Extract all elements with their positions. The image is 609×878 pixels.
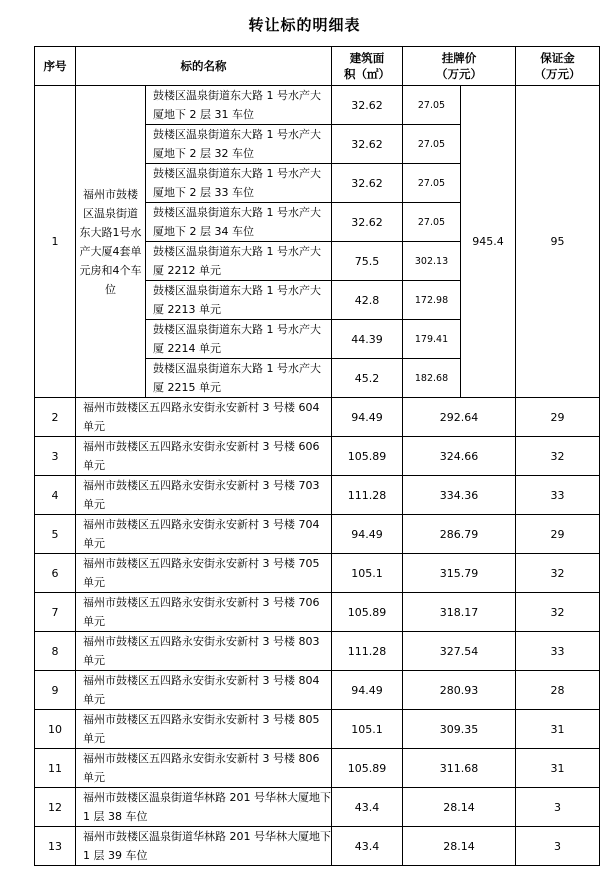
table-row bbox=[35, 554, 600, 593]
row-seq: 3 bbox=[35, 437, 76, 476]
table-row bbox=[35, 827, 600, 866]
sub-item-name: 鼓楼区温泉街道东大路 1 号水产大厦地下 2 层 33 车位 bbox=[146, 164, 332, 203]
sub-item-area: 42.8 bbox=[332, 281, 403, 320]
row-price: 286.79 bbox=[403, 515, 516, 554]
table-row bbox=[35, 515, 600, 554]
row-seq: 5 bbox=[35, 515, 76, 554]
sub-item-area: 32.62 bbox=[332, 125, 403, 164]
sub-item-area: 32.62 bbox=[332, 86, 403, 125]
sub-item-area: 45.2 bbox=[332, 359, 403, 398]
table-row bbox=[35, 86, 600, 125]
row-area: 105.1 bbox=[332, 710, 403, 749]
table-header-row bbox=[35, 47, 600, 86]
row-seq: 7 bbox=[35, 593, 76, 632]
table-row bbox=[35, 710, 600, 749]
header-deposit-line2: （万元） bbox=[534, 67, 581, 81]
header-area-line1: 建筑面 bbox=[349, 51, 385, 65]
sub-item-name: 鼓楼区温泉街道东大路 1 号水产大厦地下 2 层 34 车位 bbox=[146, 203, 332, 242]
row-name: 福州市鼓楼区五四路永安街永安新村 3 号楼 804 单元 bbox=[76, 671, 332, 710]
table-row bbox=[35, 788, 600, 827]
row-area: 94.49 bbox=[332, 671, 403, 710]
group-seq-cell: 1 bbox=[35, 86, 76, 398]
row-deposit: 33 bbox=[516, 632, 600, 671]
header-price-line1: 挂牌价 bbox=[441, 51, 477, 65]
row-seq: 10 bbox=[35, 710, 76, 749]
sub-item-name: 鼓楼区温泉街道东大路 1 号水产大厦 2214 单元 bbox=[146, 320, 332, 359]
row-deposit: 32 bbox=[516, 437, 600, 476]
sub-item-area: 44.39 bbox=[332, 320, 403, 359]
sub-item-area: 75.5 bbox=[332, 242, 403, 281]
row-deposit: 3 bbox=[516, 788, 600, 827]
sub-item-price: 27.05 bbox=[403, 164, 461, 203]
row-name: 福州市鼓楼区五四路永安街永安新村 3 号楼 606 单元 bbox=[76, 437, 332, 476]
sub-item-price: 27.05 bbox=[403, 203, 461, 242]
table-row bbox=[35, 671, 600, 710]
document-title: 转让标的明细表 bbox=[248, 16, 361, 34]
row-name: 福州市鼓楼区五四路永安街永安新村 3 号楼 806 单元 bbox=[76, 749, 332, 788]
sub-item-name: 鼓楼区温泉街道东大路 1 号水产大厦地下 2 层 31 车位 bbox=[146, 86, 332, 125]
header-seq: 序号 bbox=[35, 47, 76, 86]
row-area: 105.89 bbox=[332, 593, 403, 632]
row-price: 318.17 bbox=[403, 593, 516, 632]
header-deposit bbox=[516, 47, 600, 86]
row-deposit: 3 bbox=[516, 827, 600, 866]
sub-item-name: 鼓楼区温泉街道东大路 1 号水产大厦 2212 单元 bbox=[146, 242, 332, 281]
row-name: 福州市鼓楼区温泉街道华林路 201 号华林大厦地下 1 层 38 车位 bbox=[76, 788, 332, 827]
sub-item-price: 302.13 bbox=[403, 242, 461, 281]
sub-item-area: 32.62 bbox=[332, 203, 403, 242]
header-name: 标的名称 bbox=[76, 47, 332, 86]
row-area: 94.49 bbox=[332, 398, 403, 437]
row-deposit: 31 bbox=[516, 749, 600, 788]
row-deposit: 32 bbox=[516, 554, 600, 593]
row-deposit: 31 bbox=[516, 710, 600, 749]
row-area: 105.1 bbox=[332, 554, 403, 593]
row-name: 福州市鼓楼区五四路永安街永安新村 3 号楼 705 单元 bbox=[76, 554, 332, 593]
row-price: 327.54 bbox=[403, 632, 516, 671]
table-row bbox=[35, 632, 600, 671]
sub-item-name: 鼓楼区温泉街道东大路 1 号水产大厦 2215 单元 bbox=[146, 359, 332, 398]
row-area: 111.28 bbox=[332, 476, 403, 515]
row-price: 315.79 bbox=[403, 554, 516, 593]
group-deposit-cell: 95 bbox=[516, 86, 600, 398]
sub-item-area: 32.62 bbox=[332, 164, 403, 203]
row-deposit: 29 bbox=[516, 398, 600, 437]
row-price: 311.68 bbox=[403, 749, 516, 788]
row-name: 福州市鼓楼区五四路永安街永安新村 3 号楼 706 单元 bbox=[76, 593, 332, 632]
sub-item-price: 179.41 bbox=[403, 320, 461, 359]
row-seq: 8 bbox=[35, 632, 76, 671]
header-area-line2: 积（㎡） bbox=[344, 67, 390, 81]
group-total-price-cell: 945.4 bbox=[461, 86, 516, 398]
row-deposit: 28 bbox=[516, 671, 600, 710]
sub-item-price: 27.05 bbox=[403, 125, 461, 164]
row-seq: 2 bbox=[35, 398, 76, 437]
row-area: 43.4 bbox=[332, 827, 403, 866]
row-name: 福州市鼓楼区五四路永安街永安新村 3 号楼 803 单元 bbox=[76, 632, 332, 671]
header-price-line2: （万元） bbox=[436, 67, 482, 81]
row-area: 105.89 bbox=[332, 749, 403, 788]
row-seq: 12 bbox=[35, 788, 76, 827]
row-price: 28.14 bbox=[403, 788, 516, 827]
header-area bbox=[332, 47, 403, 86]
row-name: 福州市鼓楼区五四路永安街永安新村 3 号楼 703 单元 bbox=[76, 476, 332, 515]
row-area: 43.4 bbox=[332, 788, 403, 827]
row-area: 94.49 bbox=[332, 515, 403, 554]
row-area: 105.89 bbox=[332, 437, 403, 476]
table-row bbox=[35, 476, 600, 515]
row-name: 福州市鼓楼区五四路永安街永安新村 3 号楼 604 单元 bbox=[76, 398, 332, 437]
row-seq: 11 bbox=[35, 749, 76, 788]
row-name: 福州市鼓楼区五四路永安街永安新村 3 号楼 805 单元 bbox=[76, 710, 332, 749]
simple-rows bbox=[35, 398, 600, 866]
sub-item-price: 172.98 bbox=[403, 281, 461, 320]
row-price: 292.64 bbox=[403, 398, 516, 437]
row-price: 334.36 bbox=[403, 476, 516, 515]
row-seq: 9 bbox=[35, 671, 76, 710]
row-area: 111.28 bbox=[332, 632, 403, 671]
row-seq: 13 bbox=[35, 827, 76, 866]
sub-item-name: 鼓楼区温泉街道东大路 1 号水产大厦 2213 单元 bbox=[146, 281, 332, 320]
row-deposit: 33 bbox=[516, 476, 600, 515]
row-name: 福州市鼓楼区五四路永安街永安新村 3 号楼 704 单元 bbox=[76, 515, 332, 554]
sub-item-price: 182.68 bbox=[403, 359, 461, 398]
row-price: 28.14 bbox=[403, 827, 516, 866]
table-row bbox=[35, 437, 600, 476]
row-seq: 6 bbox=[35, 554, 76, 593]
sub-item-name: 鼓楼区温泉街道东大路 1 号水产大厦地下 2 层 32 车位 bbox=[146, 125, 332, 164]
sub-item-price: 27.05 bbox=[403, 86, 461, 125]
group-name-cell: 福州市鼓楼区温泉街道东大路1号水产大厦4套单元房和4个车位 bbox=[76, 86, 146, 398]
table-row bbox=[35, 749, 600, 788]
row-seq: 4 bbox=[35, 476, 76, 515]
row-deposit: 29 bbox=[516, 515, 600, 554]
row-deposit: 32 bbox=[516, 593, 600, 632]
header-deposit-line1: 保证金 bbox=[540, 51, 575, 65]
row-price: 280.93 bbox=[403, 671, 516, 710]
row-price: 309.35 bbox=[403, 710, 516, 749]
table-row bbox=[35, 593, 600, 632]
row-price: 324.66 bbox=[403, 437, 516, 476]
table-row bbox=[35, 398, 600, 437]
header-price bbox=[403, 47, 516, 86]
row-name: 福州市鼓楼区温泉街道华林路 201 号华林大厦地下 1 层 39 车位 bbox=[76, 827, 332, 866]
transfer-items-table bbox=[34, 46, 600, 866]
